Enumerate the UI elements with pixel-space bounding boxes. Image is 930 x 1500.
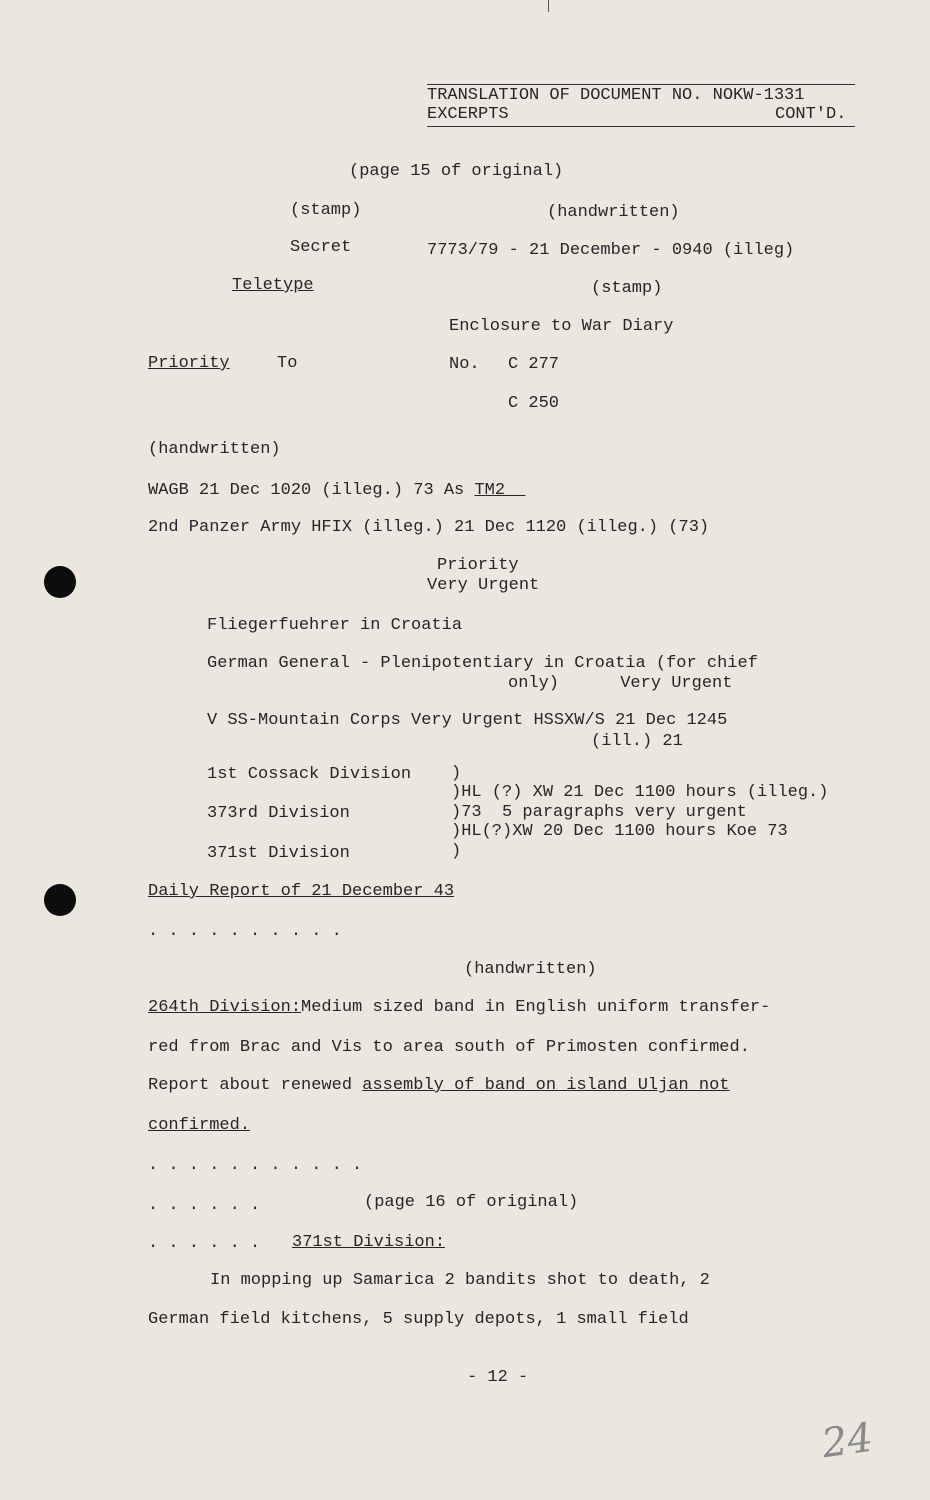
addressee-corps-line2: (ill.) 21: [591, 732, 683, 751]
addressee-fliegerfuehrer: Fliegerfuehrer in Croatia: [207, 616, 463, 635]
header-title: TRANSLATION OF DOCUMENT NO. NOKW-1331: [427, 86, 805, 105]
addressee-general-line1: German General - Plenipotentiary in Croatia (for chief: [207, 654, 758, 673]
header-contd: CONT'D.: [775, 105, 847, 124]
very-urgent-heading: Very Urgent: [427, 576, 540, 595]
para1-text: Medium sized band in English uniform transfer-: [301, 998, 771, 1017]
priority-label: Priority: [148, 354, 230, 373]
paper-mark: [548, 0, 549, 12]
addressee-cossack: 1st Cossack Division: [207, 765, 412, 784]
header-bottom-rule: [427, 126, 855, 127]
enclosure-label: Enclosure to War Diary: [449, 317, 674, 336]
priority-heading: Priority: [437, 556, 519, 575]
para1-line3-text: Report about renewed: [148, 1076, 363, 1095]
addressee-371st: 371st Division: [207, 844, 350, 863]
wagb-text: WAGB 21 Dec 1020 (illeg.) 73 As: [148, 481, 465, 500]
bracket-line-5: ): [451, 842, 462, 861]
ellipsis-row-4: . . . . . .: [148, 1234, 261, 1253]
para1-underlined: assembly of band on island Uljan not: [362, 1076, 730, 1095]
bracket-line-3: )73 5 paragraphs very urgent: [451, 803, 747, 822]
handwritten-note-2: (handwritten): [148, 440, 281, 459]
addressee-corps-line1: V SS-Mountain Corps Very Urgent HSSXW/S 21 Dec 1245: [207, 711, 728, 730]
ellipsis-row-1: . . . . . . . . . .: [148, 922, 342, 941]
header-top-rule: [427, 84, 855, 85]
wagb-line: [148, 481, 525, 501]
panzer-army-line: 2nd Panzer Army HFIX (illeg.) 21 Dec 1120 (illeg.) (73): [148, 518, 710, 537]
page-ref-16: (page 16 of original): [364, 1193, 579, 1212]
bracket-line-4: )HL(?)XW 20 Dec 1100 hours Koe 73: [451, 822, 788, 841]
report-para1-line4: confirmed.: [148, 1116, 251, 1135]
handwritten-folio-number: 24: [819, 1414, 876, 1468]
handwritten-note-3: (handwritten): [464, 960, 597, 979]
page-number: - 12 -: [467, 1368, 529, 1387]
stamp-note-1: (stamp): [290, 201, 362, 220]
bracket-line-1: ): [451, 764, 462, 783]
punch-hole-bottom: [44, 884, 76, 916]
stamp-note-2: (stamp): [591, 279, 663, 298]
report-para1-line2: red from Brac and Vis to area south of Primosten confirmed.: [148, 1038, 750, 1057]
daily-report-title: Daily Report of 21 December 43: [148, 882, 455, 901]
to-label: To: [277, 354, 298, 373]
wagb-tm2: TM2: [474, 481, 506, 500]
punch-hole-top: [44, 566, 76, 598]
addressee-373rd: 373rd Division: [207, 804, 350, 823]
division-371-label: 371st Division:: [292, 1233, 446, 1252]
secret-label: Secret: [290, 238, 352, 257]
teletype-label: Teletype: [232, 276, 314, 295]
ellipsis-row-3: . . . . . .: [148, 1196, 261, 1215]
report-para1-line3: [148, 1076, 730, 1096]
report-para1-line1: [148, 998, 770, 1018]
number-label: No.: [449, 355, 480, 374]
header-excerpts: EXCERPTS: [427, 105, 509, 124]
division-264-label: 264th Division:: [148, 998, 302, 1017]
ellipsis-row-2: . . . . . . . . . . .: [148, 1156, 363, 1175]
page-ref-top: (page 15 of original): [349, 162, 564, 181]
number-c250: C 250: [508, 394, 560, 413]
reference-line: 7773/79 - 21 December - 0940 (illeg): [427, 241, 795, 260]
bracket-line-2: )HL (?) XW 21 Dec 1100 hours (illeg.): [451, 783, 829, 802]
report-para2-line1: In mopping up Samarica 2 bandits shot to death, 2: [210, 1271, 710, 1290]
number-c277: C 277: [508, 355, 560, 374]
addressee-general-line2: only) Very Urgent: [508, 674, 733, 693]
handwritten-note-1: (handwritten): [547, 203, 680, 222]
report-para2-line2: German field kitchens, 5 supply depots, 1 small field: [148, 1310, 689, 1329]
